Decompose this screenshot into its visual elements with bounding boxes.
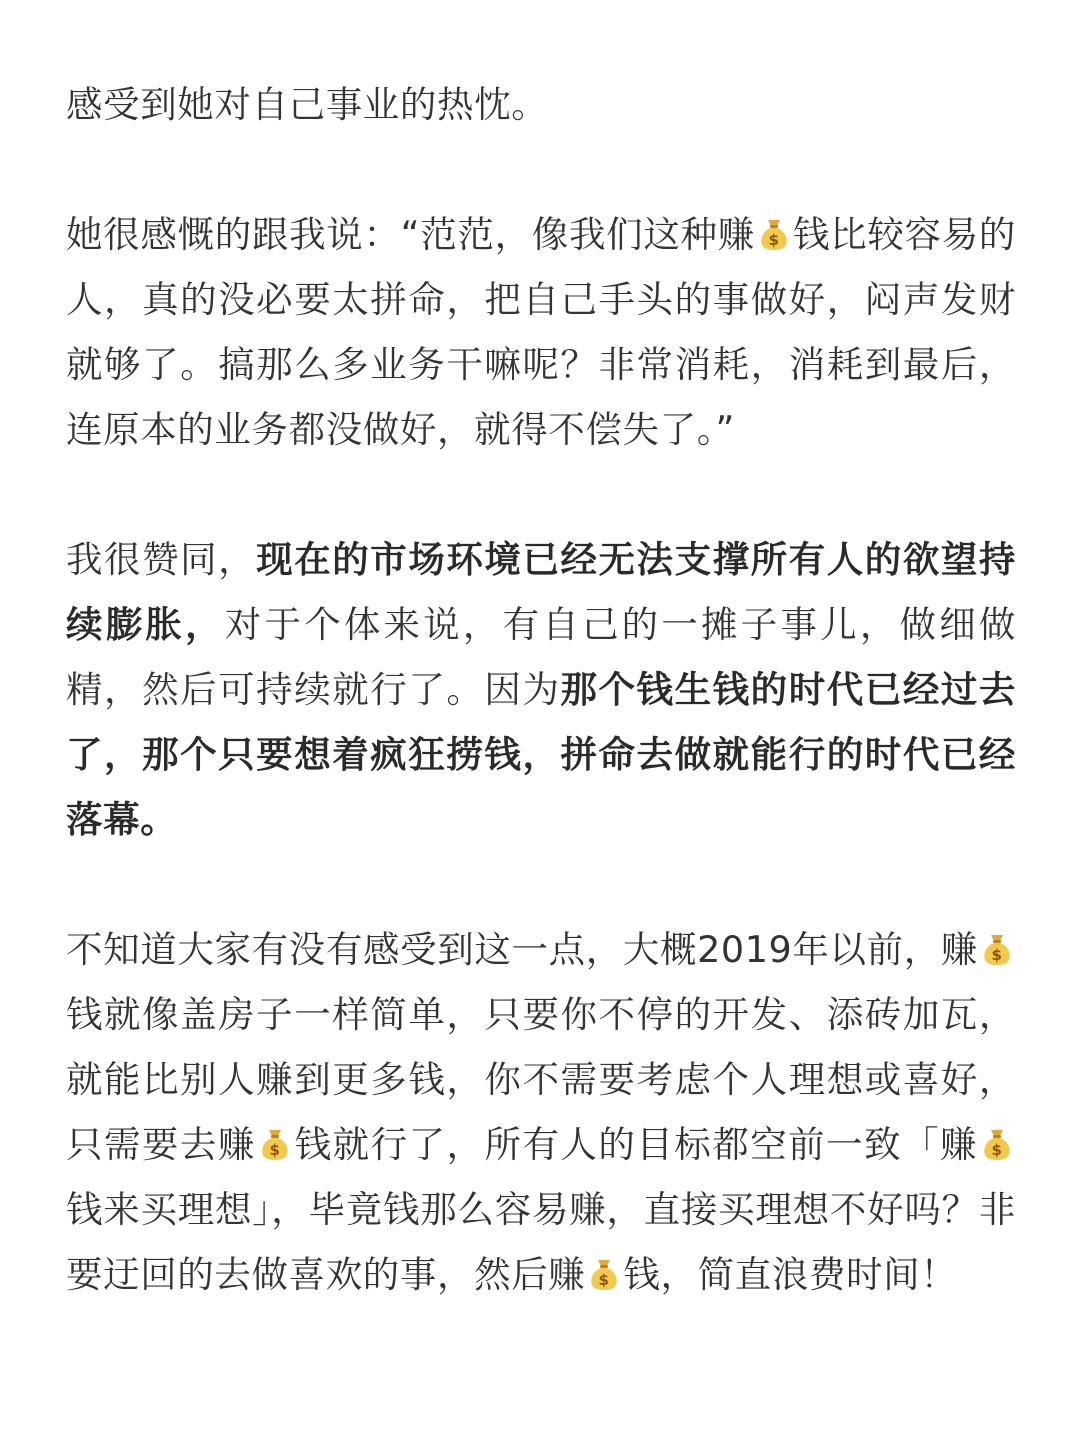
paragraph-4: [66, 917, 1016, 1307]
bold-emphasis: 现在的市场环境已经无法支撑所有人的欲望持续膨胀，: [66, 538, 1016, 646]
paragraph-text: 钱就行了，所有人的目标都空前一致「赚: [293, 1123, 978, 1166]
paragraph-text: 不知道大家有没有感受到这一点，大概2019年以前，赚: [66, 928, 978, 971]
paragraph-text: 钱，简直浪费时间！: [623, 1253, 958, 1296]
paragraph-text: 我很赞同，: [66, 538, 257, 581]
bold-emphasis: 那个钱生钱的时代已经过去了，那个只要想着疯狂捞钱，拼命去做就能行的时代已经落幕。: [66, 668, 1016, 841]
paragraph-2: [66, 202, 1016, 462]
paragraph-3: [66, 527, 1016, 852]
paragraph-text: 钱比较容易的人，真的没必要太拼命，把自己手头的事做好，闷声发财就够了。搞那么多业务干嘛呢？非常消耗，消耗到最后，连原本的业务都没做好，就得不偿失了。”: [66, 213, 1016, 451]
paragraph-text: 对于个体来说，有自己的一摊子事儿，做细做精，然后可持续就行了。因为: [66, 603, 1016, 711]
paragraph-text: 钱来买理想」，毕竟钱那么容易赚，直接买理想不好吗？非要迂回的去做喜欢的事，然后赚: [66, 1188, 1016, 1296]
paragraph-text: 她很感慨的跟我说：“范范，像我们这种赚: [66, 213, 755, 256]
paragraph-text: 钱就像盖房子一样简单，只要你不停的开发、添砖加瓦，就能比别人赚到更多钱，你不需要考虑个人理想或喜好，只需要去赚: [66, 993, 1016, 1166]
money-bag-icon: [756, 216, 792, 252]
paragraph-1: [66, 72, 1016, 137]
money-bag-icon: [979, 931, 1015, 967]
money-bag-icon: [586, 1256, 622, 1292]
money-bag-icon: [979, 1126, 1015, 1162]
money-bag-icon: [257, 1126, 293, 1162]
article-body: [66, 72, 1016, 1307]
paragraph-text: 感受到她对自己事业的热忱。: [66, 83, 549, 126]
